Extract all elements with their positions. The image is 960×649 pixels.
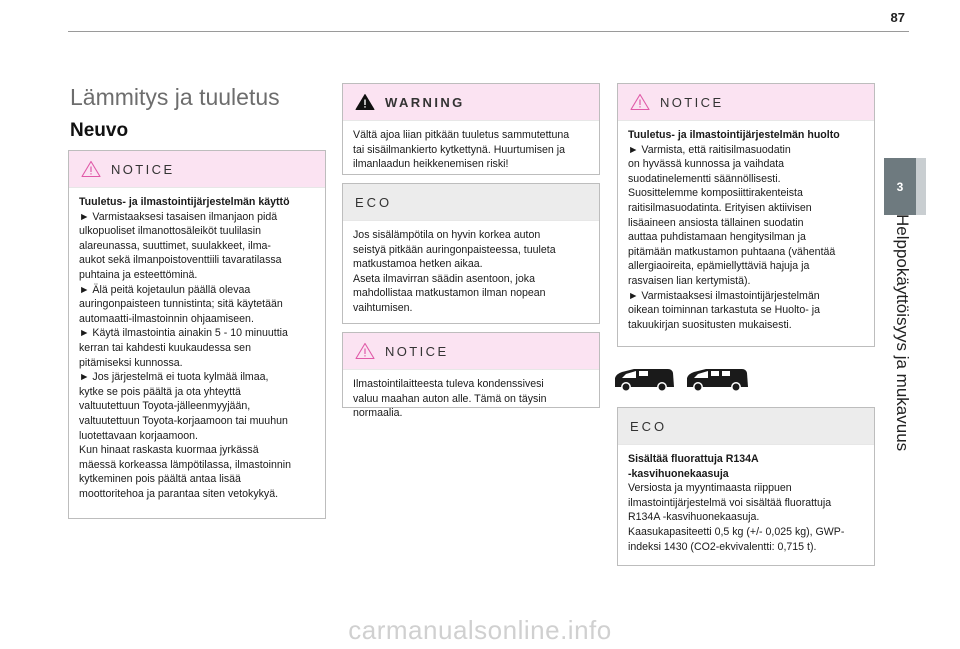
eco-box-ventilation xyxy=(342,183,600,324)
notice-box-condensate xyxy=(342,332,600,420)
notice-label: NOTICE xyxy=(660,94,724,110)
chapter-side-title xyxy=(895,214,915,634)
text-line: oikean toiminnan tarkastuta se Huolto- ja xyxy=(628,304,820,317)
notice-heading: Tuuletus- ja ilmastointijärjestelmän käyttö xyxy=(79,196,290,208)
text-line: Aseta ilmavirran säädin asentoon, joka xyxy=(353,272,535,285)
section-title: Lämmitys ja tuuletus xyxy=(70,84,280,110)
text-line: Vältä ajoa liian pitkään tuuletus sammutettuna xyxy=(353,129,570,141)
notice-box-body xyxy=(69,188,325,509)
notice-label: NOTICE xyxy=(385,343,449,359)
text-line: R134A -kasvihuonekaasuja. xyxy=(628,511,760,524)
text-line: matkustamoa hetken aikaa. xyxy=(353,258,483,271)
text-line: ► Jos järjestelmä ei tuota kylmää ilmaa, xyxy=(79,371,269,384)
text-line: indeksi 1430 (CO2-ekvivalentti: 0,715 t). xyxy=(628,540,817,553)
eco-heading-line: Sisältää fluorattuja R134A xyxy=(628,453,759,465)
notice-box-body xyxy=(343,370,599,429)
warning-box xyxy=(342,83,600,175)
text-line: ► Varmistaaksesi ilmastointijärjestelmän xyxy=(628,289,820,302)
warning-triangle-outline-icon xyxy=(81,160,101,178)
vehicle-icons xyxy=(612,366,752,396)
text-line: ► Varmistaaksesi tasaisen ilmanjaon pidä xyxy=(79,210,278,223)
eco-box-body xyxy=(618,445,874,562)
text-line: moottoritehoa ja parantaa siten vetokykyä. xyxy=(79,487,279,500)
eco-box-refrigerant xyxy=(617,407,875,566)
warning-triangle-outline-icon xyxy=(355,342,375,360)
text-line: alareunassa, suuttimet, suulakkeet, ilma- xyxy=(79,239,271,252)
text-line: ilmastointijärjestelmä voi sisältää fluorattuja xyxy=(628,496,832,509)
notice-box-header xyxy=(69,151,325,188)
text-line: ilmanlaadun heikkenemisen riski! xyxy=(353,158,509,171)
text-line: ► Älä peitä kojetaulun päällä olevaa xyxy=(79,283,251,296)
eco-box-header xyxy=(343,184,599,221)
text-line: Jos sisälämpötila on hyvin korkea auton xyxy=(353,229,541,241)
text-line: takuukirjan suositusten mukaisesti. xyxy=(628,318,792,331)
text-line: ulkopuoliset ilmanottosäleiköt tuulilasin xyxy=(79,225,261,238)
text-line: mahdollistaa matkustamon ilman nopean xyxy=(353,287,546,300)
text-line: kytke se pois päältä ja ota yhteyttä xyxy=(79,385,241,398)
text-line: valuu maahan auton alle. Tämä on täysin xyxy=(353,392,547,405)
header-rule xyxy=(68,31,909,32)
warning-triangle-outline-icon xyxy=(630,93,650,111)
text-line: ► Käytä ilmastointia ainakin 5 - 10 minuuttia xyxy=(79,327,288,340)
text-line: Kun hinaat raskasta kuormaa jyrkässä xyxy=(79,444,259,457)
text-line: suodatinelementti säännöllisesti. xyxy=(628,172,781,185)
text-line: ► Varmista, että raitisilmasuodatin xyxy=(628,143,791,156)
text-line: pitämiseksi kunnossa. xyxy=(79,356,183,369)
notice-box-body xyxy=(618,121,874,340)
watermark: carmanualsonline.info xyxy=(348,615,612,645)
eco-label: ECO xyxy=(630,418,668,434)
page-number: 87 xyxy=(890,10,905,25)
eco-box-body xyxy=(343,221,599,324)
text-line: vaihtumisen. xyxy=(353,301,413,314)
eco-heading-line: -kasvihuonekaasuja xyxy=(628,467,729,480)
text-line: Suosittelemme komposiittirakenteista xyxy=(628,187,803,200)
notice-box-header xyxy=(343,333,599,370)
text-line: luotettavaan korjaamoon. xyxy=(79,429,198,442)
eco-label: ECO xyxy=(355,194,393,210)
text-line: kerran tai kahdesti kuukaudessa sen xyxy=(79,341,251,354)
text-line: pitämään matkustamon puhtaana (vähentää xyxy=(628,245,836,258)
text-line: automaatti-ilmastoinnin ohjaamiseen. xyxy=(79,312,254,325)
warning-label: WARNING xyxy=(385,94,465,110)
notice-box-header xyxy=(618,84,874,121)
text-line: auttaa puhdistamaan hengitysilman ja xyxy=(628,231,806,244)
text-line: rasvaisen lian kertymistä). xyxy=(628,274,751,287)
text-line: seistyä pitkään auringonpaisteessa, tuuleta xyxy=(353,243,556,256)
notice-heading: Tuuletus- ja ilmastointijärjestelmän huolto xyxy=(628,129,840,141)
text-line: mäessä korkeassa lämpötilassa, ilmastoinnin xyxy=(79,458,291,471)
text-line: raitisilmasuodatinta. Erityisen aktiivisen xyxy=(628,201,812,214)
text-line: valtuutettuun Toyota-jälleenmyyjään, xyxy=(79,400,251,413)
text-line: lisäaineen ansiosta tällainen suodatin xyxy=(628,216,804,229)
text-line: normaalia. xyxy=(353,407,403,420)
notice-box-maintenance xyxy=(617,83,875,347)
sub-title: Neuvo xyxy=(70,120,129,141)
text-line: auringonpaisteen tunnistinta; sitä käytetään xyxy=(79,298,283,311)
text-line: kytkeminen pois päältä antaa lisää xyxy=(79,473,241,486)
van-silhouette-icon xyxy=(684,366,750,394)
notice-box-usage xyxy=(68,150,326,519)
van-silhouette-icon xyxy=(612,366,676,394)
text-line: allergiaoireita, epämiellyttäviä hajuja ja xyxy=(628,260,810,273)
chapter-tab[interactable]: 3 xyxy=(884,158,916,215)
text-line: Kaasukapasiteetti 0,5 kg (+/- 0,025 kg), GWP- xyxy=(628,525,845,538)
chapter-title-text: Helppokäyttöisyys ja mukavuus xyxy=(893,214,912,452)
text-line: Ilmastointilaitteesta tuleva kondenssivesi xyxy=(353,378,544,390)
eco-box-header xyxy=(618,408,874,445)
text-line: aukot sekä ilmanpoistoventtiili tavaratilassa xyxy=(79,254,282,267)
text-line: on hyvässä kunnossa ja vaihdata xyxy=(628,158,785,171)
text-line: Versiosta ja myyntimaasta riippuen xyxy=(628,482,792,495)
text-line: valtuutettuun Toyota-korjaamoon tai muuhun xyxy=(79,414,288,427)
text-line: tai sisäilmankierto kytkettynä. Huurtumisen ja xyxy=(353,143,565,156)
text-line: puhtaina ja esteettöminä. xyxy=(79,268,198,281)
notice-label: NOTICE xyxy=(111,161,175,177)
warning-box-header xyxy=(343,84,599,121)
warning-box-body xyxy=(343,121,599,180)
warning-triangle-filled-icon xyxy=(355,93,375,111)
chapter-tab-edge xyxy=(916,158,926,215)
